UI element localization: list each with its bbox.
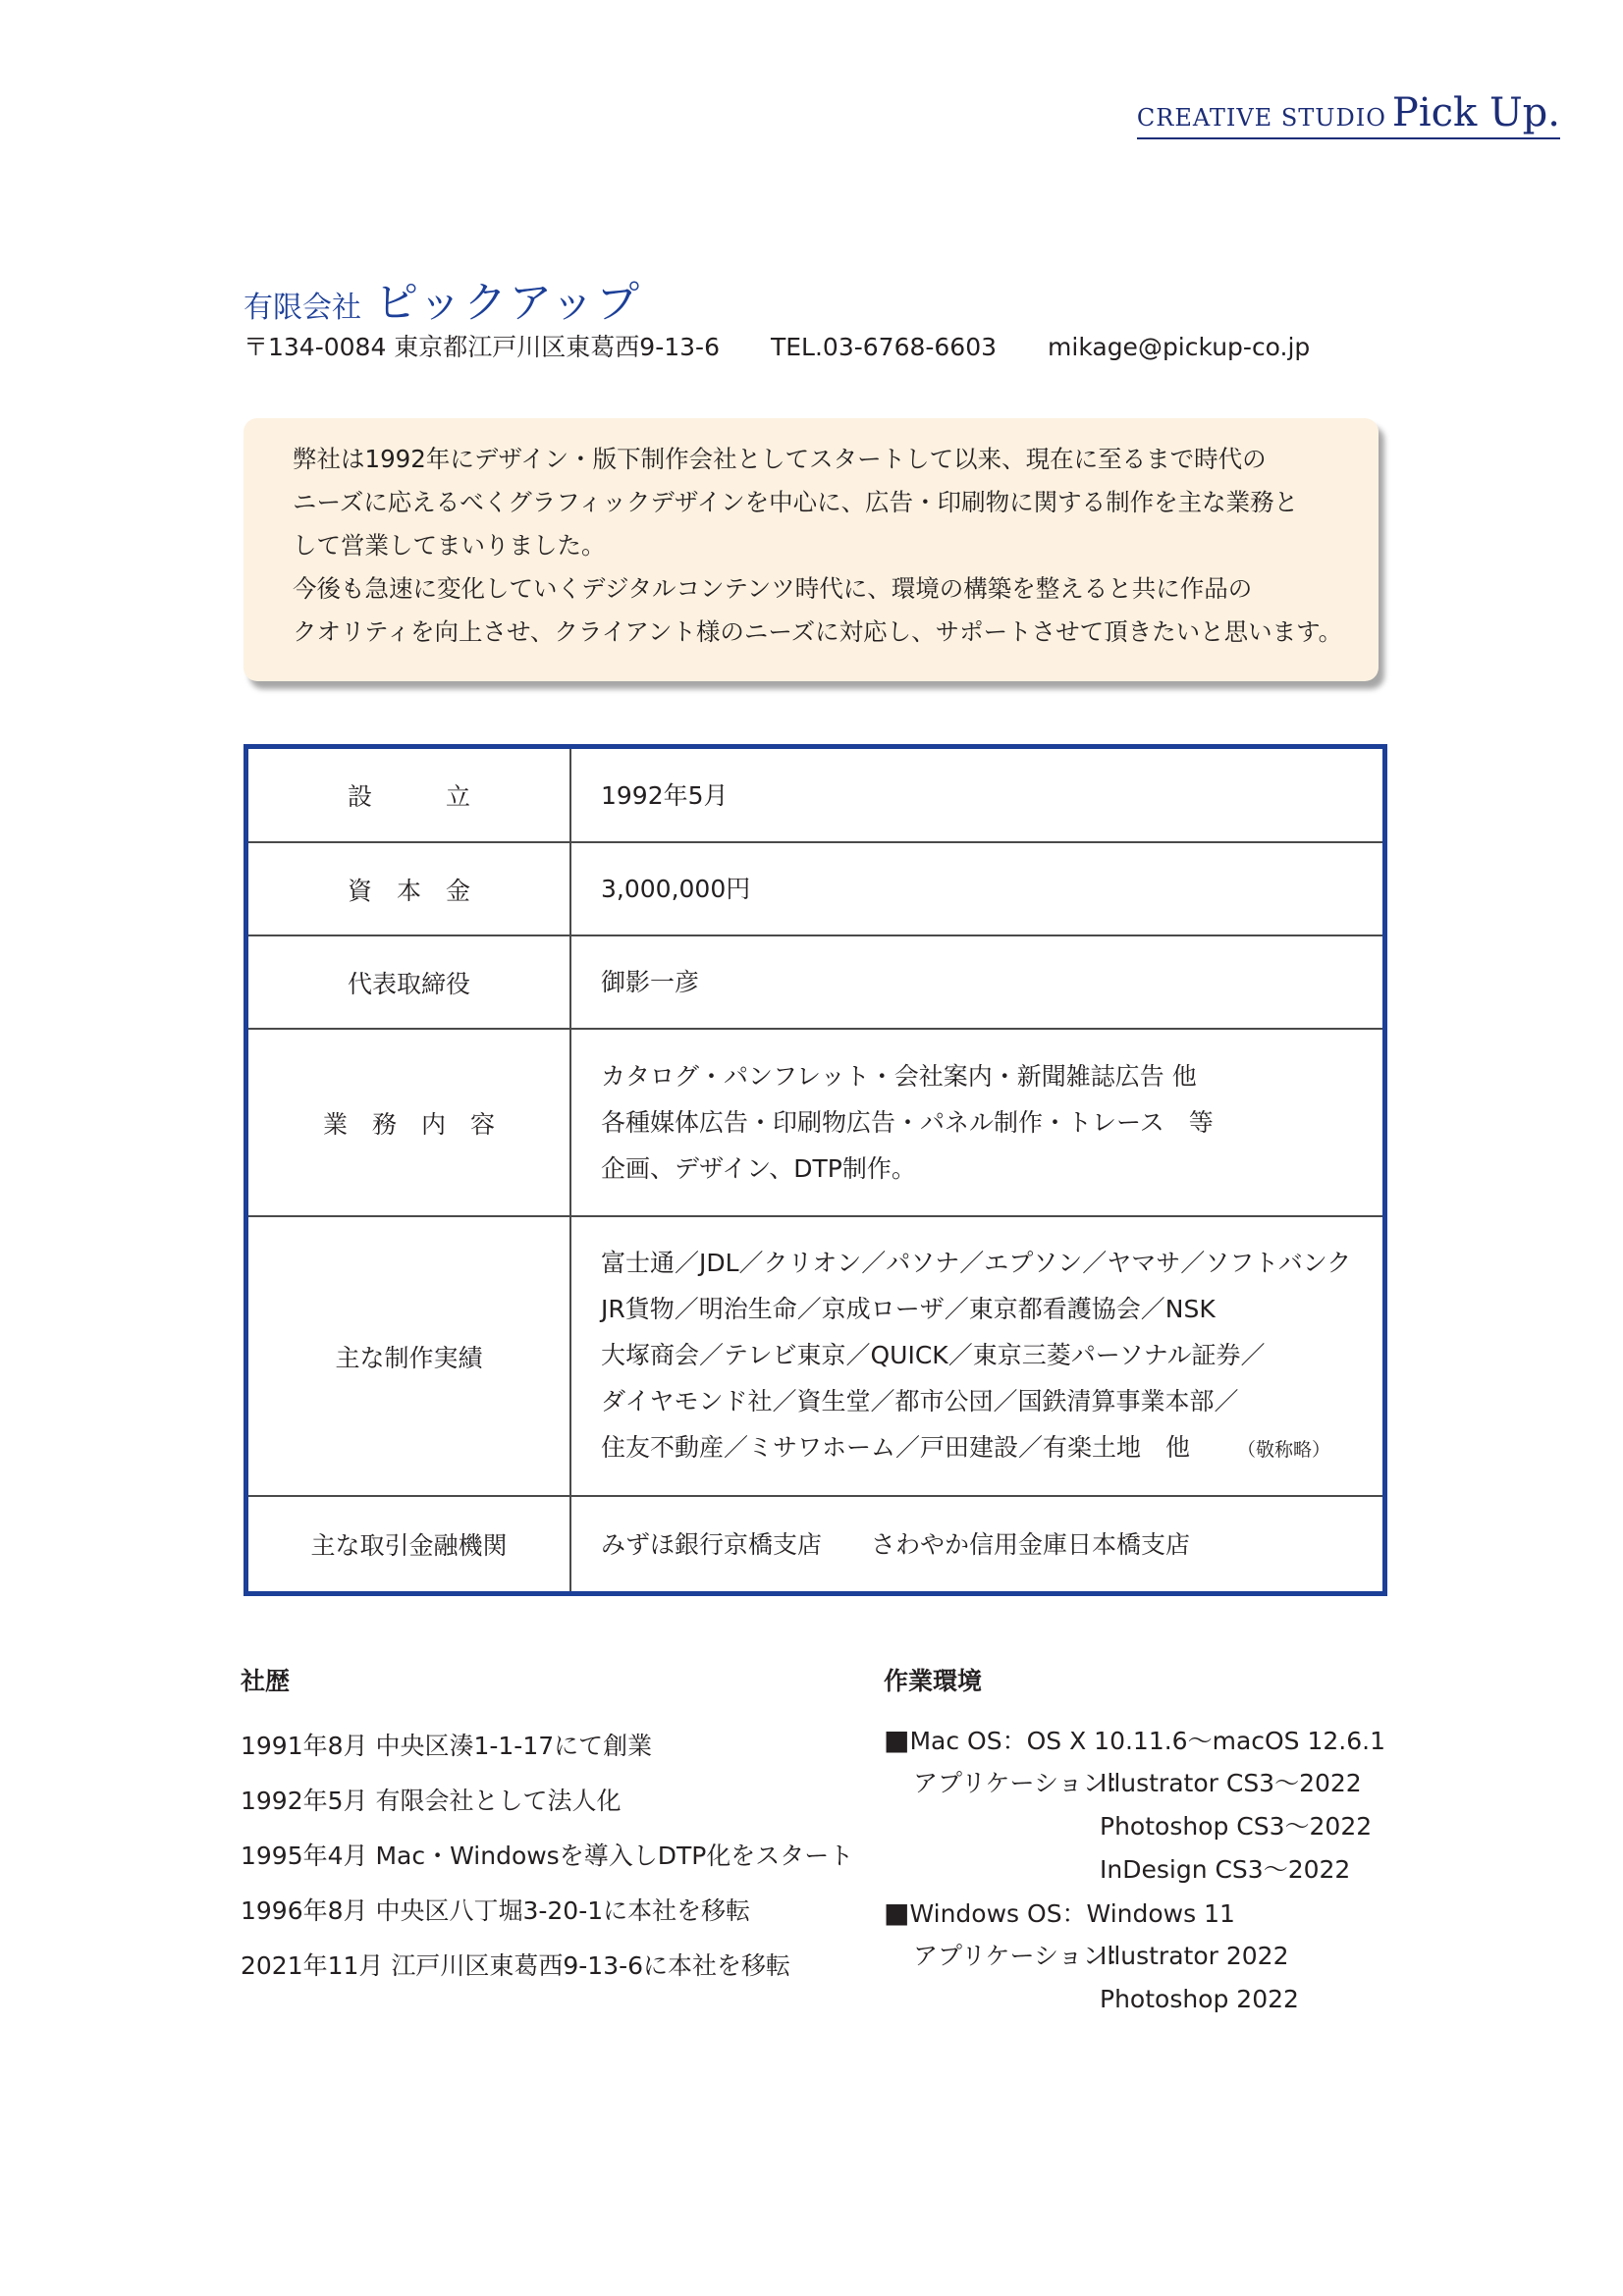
founded-label: 設 立 (248, 749, 570, 842)
intro-line: ニーズに応えるべくグラフィックデザインを中心に、広告・印刷物に関する制作を主な業務と (293, 488, 1299, 516)
works-label: 主な制作実績 (248, 1216, 570, 1496)
company-profile-table (243, 744, 1387, 1596)
history-item: 1995年4月 Mac・Windowsを導入しDTP化をスタート (241, 1842, 854, 1870)
banks-label: 主な取引金融機関 (248, 1496, 570, 1591)
business-value (570, 1029, 1382, 1216)
app-label: アプリケーション： (913, 1942, 1132, 1970)
history-title: 社歴 (241, 1667, 291, 1695)
brand-small-text: CREATIVE STUDIO (1136, 104, 1386, 132)
business-line: 各種媒体広告・印刷物広告・パネル制作・トレース 等 (601, 1108, 1214, 1137)
table-row-capital (248, 842, 1382, 935)
app-label: アプリケーション： (913, 1769, 1132, 1797)
works-line: ダイヤモンド社／資生堂／都市公団／国鉄清算事業本部／ (601, 1386, 1239, 1415)
business-label: 業 務 内 容 (248, 1029, 570, 1216)
works-line: 富士通／JDL／クリオン／パソナ／エプソン／ヤマサ／ソフトバンク (601, 1248, 1352, 1277)
capital-label: 資 本 金 (248, 842, 570, 935)
history-item: 1996年8月 中央区八丁堀3-20-1に本社を移転 (241, 1896, 751, 1925)
table-row-banks (248, 1496, 1382, 1591)
company-history (241, 1662, 853, 1994)
intro-line: クオリティを向上させ、クライアント様のニーズに対応し、サポートさせて頂きたいと思います。 (293, 617, 1343, 646)
table-row-founded (248, 749, 1382, 842)
mac-app-line: InDesign CS3～2022 (1100, 1855, 1351, 1884)
capital-value: 3,000,000円 (570, 842, 1382, 935)
intro-box (243, 418, 1379, 681)
company-kind: 有限会社 (243, 291, 361, 325)
work-environment (884, 1662, 1385, 2021)
contact-line (243, 328, 1361, 363)
business-line: 企画、デザイン、DTP制作。 (601, 1154, 916, 1183)
ceo-value: 御影一彦 (570, 935, 1382, 1029)
banks-value: みずほ銀行京橋支店 さわやか信用金庫日本橋支店 (601, 1529, 1191, 1559)
mac-app-line: アプリケーション：Illustrator CS3～2022 (884, 1762, 1385, 1805)
history-item: 1992年5月 有限会社として法人化 (241, 1787, 622, 1815)
business-line: カタログ・パンフレット・会社案内・新聞雑誌広告 他 (601, 1062, 1197, 1091)
ceo-label: 代表取締役 (248, 935, 570, 1029)
square-bullet-icon: ■ (884, 1724, 910, 1756)
intro-line: して営業してまいりました。 (293, 531, 606, 560)
table-row-business (248, 1029, 1382, 1216)
windows-app-line: アプリケーション：Illustrator 2022 (884, 1935, 1385, 1978)
table-row-ceo (248, 935, 1382, 1029)
honorific-note: （敬称略） (1237, 1438, 1331, 1461)
table-row-works (248, 1216, 1382, 1496)
company-name: ピックアップ (375, 278, 642, 328)
founded-value: 1992年5月 (570, 749, 1382, 842)
intro-line: 弊社は1992年にデザイン・版下制作会社としてスタートして以来、現在に至るまで時代の (293, 445, 1267, 473)
mac-app-line: Photoshop CS3～2022 (1100, 1812, 1373, 1841)
works-line: JR貨物／明治生命／京成ローザ／東京都看護協会／NSK (601, 1294, 1216, 1323)
works-line-last: 住友不動産／ミサワホーム／戸田建設／有楽土地 他 （敬称略） (601, 1432, 1331, 1462)
telephone: TEL.03-6768-6603 (770, 333, 998, 361)
address: 〒134-0084 東京都江戸川区東葛西9-13-6 (243, 333, 720, 361)
brand-big-text: Pick Up. (1391, 90, 1560, 135)
history-item: 1991年8月 中央区湊1-1-17にて創業 (241, 1732, 653, 1760)
email-link[interactable]: mikage@pickup-co.jp (1048, 333, 1311, 361)
environment-title: 作業環境 (884, 1667, 983, 1695)
windows-os-line: ■Windows OS：Windows 11 (884, 1896, 1235, 1929)
intro-line: 今後も急速に変化していくデジタルコンテンツ時代に、環境の構築を整えると共に作品の (293, 574, 1253, 603)
works-value (570, 1216, 1382, 1496)
brand-logo (1137, 90, 1560, 139)
square-bullet-icon: ■ (884, 1896, 910, 1929)
history-item: 2021年11月 江戸川区東葛西9-13-6に本社を移転 (241, 1951, 791, 1980)
windows-app-line: Photoshop 2022 (1100, 1985, 1299, 2013)
mac-os-line: ■Mac OS：OS X 10.11.6～macOS 12.6.1 (884, 1724, 1386, 1756)
works-line: 大塚商会／テレビ東京／QUICK／東京三菱パーソナル証券／ (601, 1340, 1266, 1369)
company-heading (243, 267, 641, 330)
